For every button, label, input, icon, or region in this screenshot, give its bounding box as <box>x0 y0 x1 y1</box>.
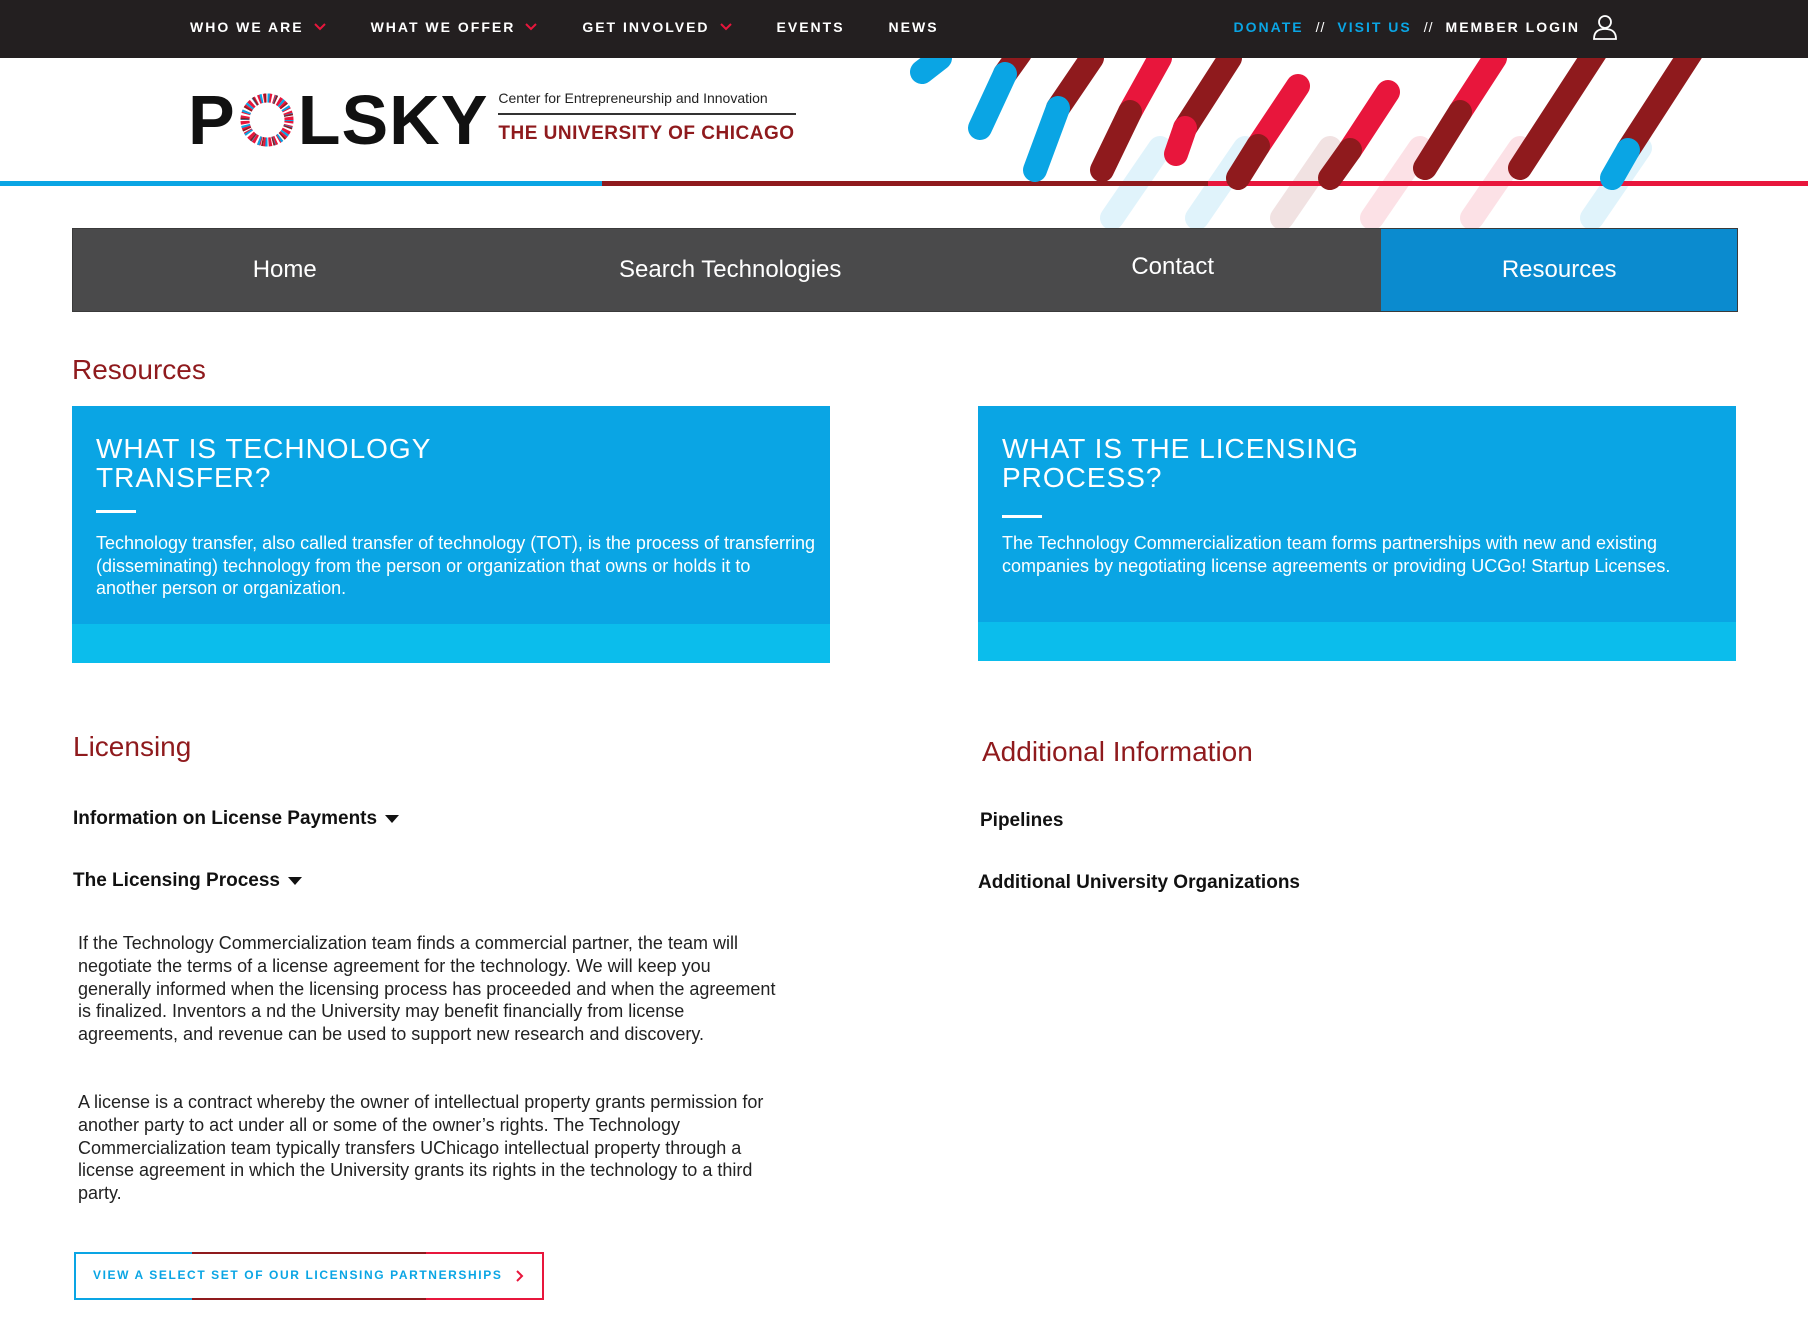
tab-contact[interactable]: Contact <box>1131 253 1215 280</box>
visit-us-link[interactable]: VISIT US <box>1337 19 1412 35</box>
topnav-label: GET INVOLVED <box>582 19 710 35</box>
logo-university: THE UNIVERSITY OF CHICAGO <box>498 123 795 144</box>
card-title <box>96 434 496 492</box>
licensing-process-toggle[interactable] <box>73 870 302 892</box>
polsky-logo[interactable] <box>188 81 796 159</box>
topnav-what-we-offer[interactable] <box>371 19 539 35</box>
card-title <box>1002 434 1402 492</box>
logo-wordmark <box>188 81 489 159</box>
user-icon[interactable] <box>1592 14 1618 40</box>
card-footer-band <box>72 624 830 663</box>
topnav-events[interactable] <box>777 19 845 35</box>
licensing-paragraph-1: If the Technology Commercialization team finds a commercial partner, the team will negotiate the terms of a license agreement for the technology. We will keep you generally informed when the licensing process has proceeded and when the agreement is finalized. Inventors a nd the University may benefit financially from license agreements, and revenue can be used to support new research and discovery. <box>78 933 776 1045</box>
card-licensing-process[interactable] <box>978 406 1736 661</box>
top-nav <box>190 0 983 54</box>
card-technology-transfer[interactable] <box>72 406 830 663</box>
separator: // <box>1423 19 1434 35</box>
logo-subtitle: Center for Entrepreneurship and Innovation <box>498 90 796 115</box>
card-title-line: TRANSFER? <box>96 462 272 493</box>
main-nav <box>72 228 1738 312</box>
tab-resources[interactable]: Resources <box>1381 229 1737 311</box>
university-organizations-link[interactable]: Additional University Organizations <box>978 872 1300 893</box>
donate-link[interactable]: DONATE <box>1233 19 1304 35</box>
top-bar <box>0 0 1808 58</box>
card-divider <box>1002 515 1042 518</box>
topnav-label: WHAT WE OFFER <box>370 19 516 35</box>
topnav-label: EVENTS <box>776 19 845 35</box>
topnav-label: NEWS <box>888 19 939 35</box>
chevron-down-icon <box>719 22 733 32</box>
chevron-down-icon <box>524 22 538 32</box>
button-label: VIEW A SELECT SET OF OUR LICENSING PARTNERSHIPS <box>93 1268 503 1282</box>
additional-info-heading: Additional Information <box>982 736 1253 767</box>
logo-ring-icon <box>238 91 296 149</box>
separator: // <box>1315 19 1326 35</box>
logo-letter: P <box>188 81 236 159</box>
utility-links <box>1234 0 1618 54</box>
card-body: Technology transfer, also called transfer of technology (TOT), is the process of transferring (disseminating) technology from the person or organization that owns or holds it to another person or organization. <box>96 533 816 598</box>
page-title: Resources <box>72 354 206 385</box>
licensing-paragraph-2: A license is a contract whereby the owner of intellectual property grants permission for another party to act under all or some of the owner’s rights. The Technology Commercialization team typically transfers UChicago intellectual property through a license agreement in which the University grants its rights in the technology to a third party. <box>78 1092 764 1204</box>
site-header <box>0 58 1808 228</box>
tab-search-technologies[interactable]: Search Technologies <box>619 256 842 283</box>
card-body: The Technology Commercialization team forms partnerships with new and existing companies by negotiating license agreements or providing UCGo! Startup Licenses. <box>1002 533 1671 576</box>
pipelines-link[interactable]: Pipelines <box>980 810 1064 831</box>
card-divider <box>96 510 136 513</box>
caret-down-icon <box>385 815 399 824</box>
topnav-who-we-are[interactable] <box>190 19 327 35</box>
card-title-line: WHAT IS TECHNOLOGY <box>96 433 432 464</box>
card-footer-band <box>978 622 1736 661</box>
topnav-get-involved[interactable] <box>582 19 732 35</box>
accordion-label: The Licensing Process <box>73 870 280 891</box>
caret-down-icon <box>288 877 302 886</box>
logo-text <box>498 90 796 145</box>
topnav-news[interactable] <box>889 19 939 35</box>
card-title-line: PROCESS? <box>1002 462 1163 493</box>
licensing-partnerships-button[interactable] <box>74 1252 544 1300</box>
licensing-heading: Licensing <box>73 731 192 762</box>
member-login-link[interactable]: MEMBER LOGIN <box>1445 19 1580 35</box>
accordion-label: Information on License Payments <box>73 808 378 829</box>
chevron-down-icon <box>313 22 327 32</box>
card-title-line: WHAT IS THE LICENSING <box>1002 433 1360 464</box>
logo-letters: LSKY <box>297 81 489 159</box>
chevron-right-icon <box>514 1268 524 1284</box>
tab-home[interactable]: Home <box>252 256 317 283</box>
topnav-label: WHO WE ARE <box>190 19 304 35</box>
license-payments-toggle[interactable] <box>73 808 399 830</box>
